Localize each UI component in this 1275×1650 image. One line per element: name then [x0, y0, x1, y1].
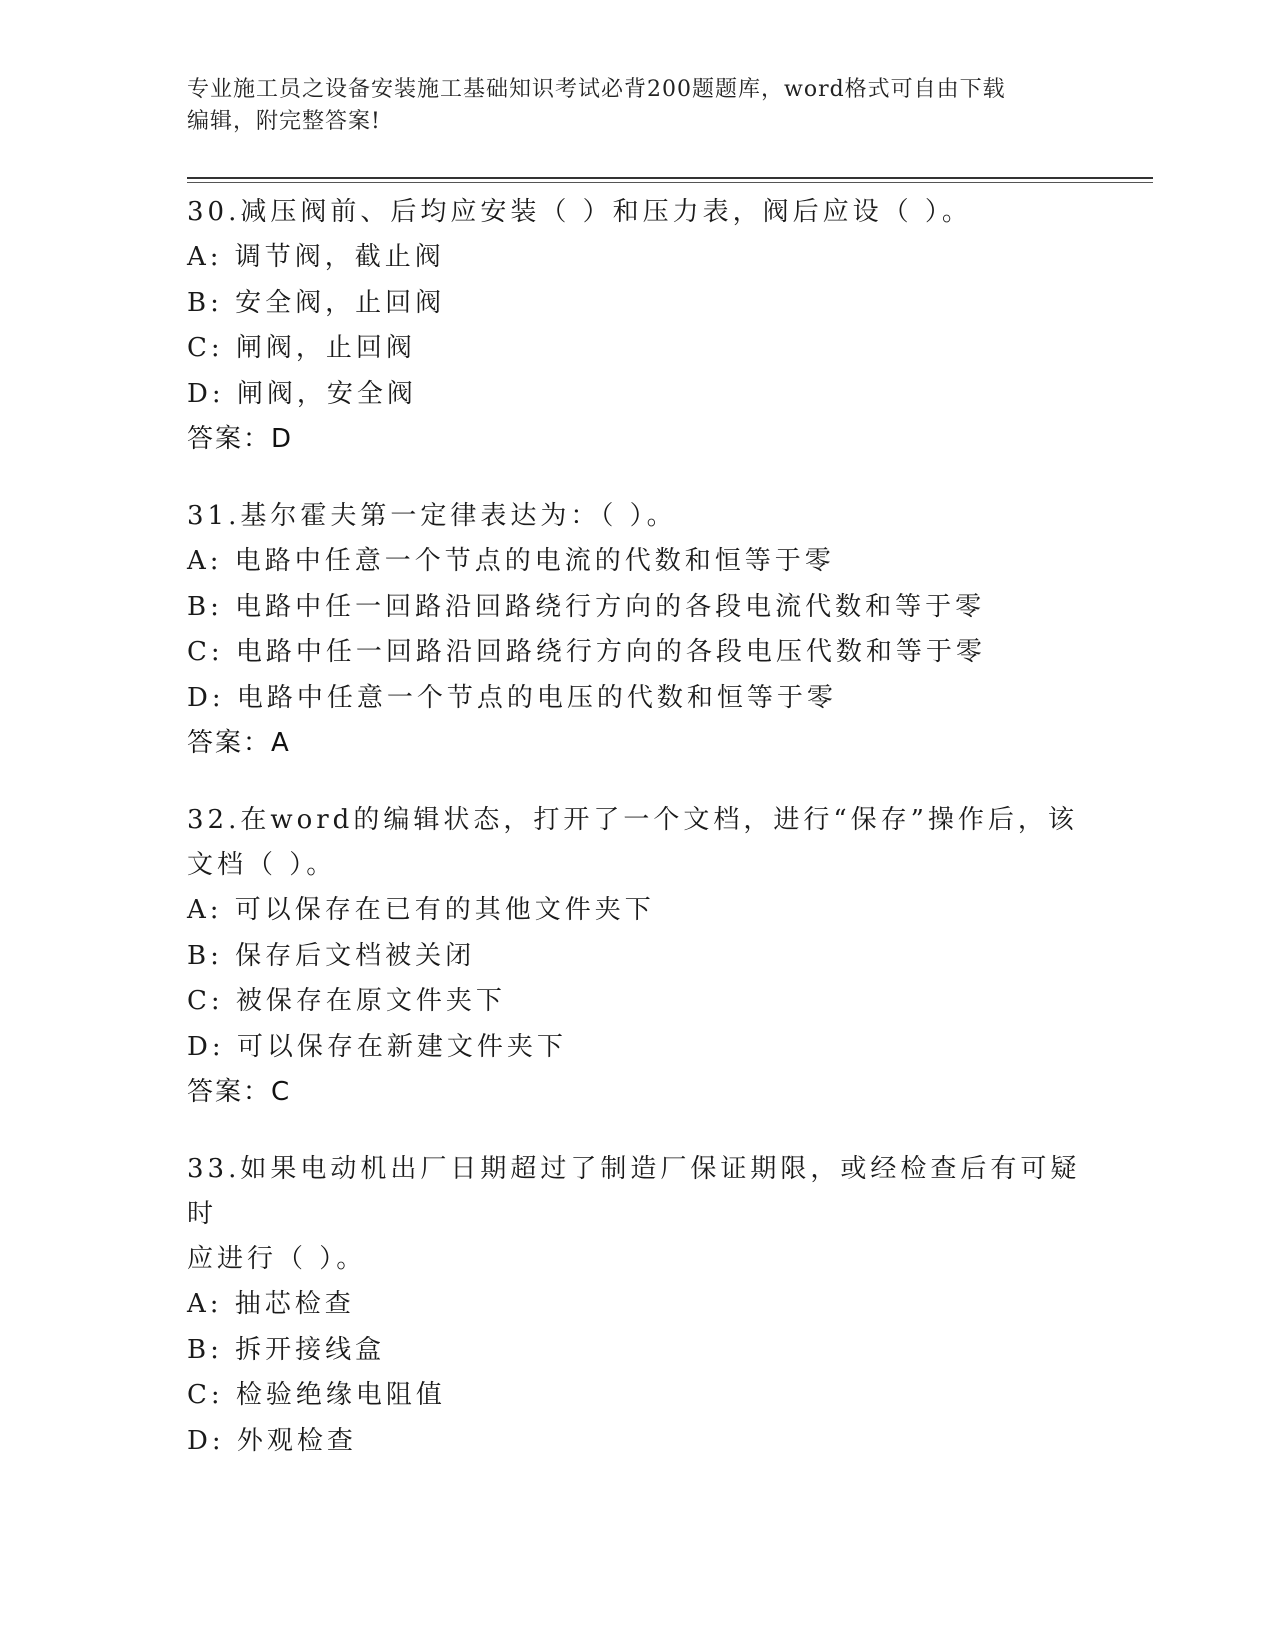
- question-33: [187, 1147, 1087, 1464]
- option-c: C: 被保存在原文件夹下: [187, 986, 506, 1016]
- option-a: A: 电路中任意一个节点的电流的代数和恒等于零: [187, 546, 835, 576]
- question-32: [187, 798, 1087, 1115]
- document-header: [187, 74, 1067, 138]
- answer: 答案：A: [187, 728, 291, 758]
- question-stem-continued: 应进行（ ）。: [187, 1244, 367, 1274]
- option-b: B: 保存后文档被关闭: [187, 940, 476, 971]
- answer: 答案：C: [187, 1077, 292, 1107]
- option-c: C: 闸阀，止回阀: [187, 333, 416, 363]
- option-a: A: 抽芯检查: [187, 1289, 355, 1319]
- answer: 答案：D: [187, 424, 294, 454]
- option-a: A: 调节阀，截止阀: [187, 242, 445, 272]
- option-b: B: 安全阀，止回阀: [187, 287, 446, 318]
- question-stem-continued: 文档（ ）。: [187, 850, 337, 880]
- option-a: A: 可以保存在已有的其他文件夹下: [187, 895, 655, 925]
- header-line-2: 编辑，附完整答案!: [187, 109, 381, 134]
- option-c: C: 电路中任一回路沿回路绕行方向的各段电压代数和等于零: [187, 637, 986, 667]
- option-b: B: 电路中任一回路沿回路绕行方向的各段电流代数和等于零: [187, 591, 986, 622]
- question-list: [187, 190, 1087, 1496]
- header-divider-thick: [187, 177, 1153, 179]
- option-c: C: 检验绝缘电阻值: [187, 1380, 446, 1410]
- option-d: D: 闸阀，安全阀: [187, 378, 417, 409]
- header-divider-thin: [187, 182, 1153, 183]
- option-b: B: 拆开接线盒: [187, 1334, 386, 1365]
- option-d: D: 外观检查: [187, 1425, 357, 1456]
- question-stem: 30.减压阀前、后均应安装（ ）和压力表，阀后应设（ ）。: [187, 197, 972, 227]
- question-stem: 31.基尔霍夫第一定律表达为：（ ）。: [187, 501, 677, 531]
- header-line-1: 专业施工员之设备安装施工基础知识考试必背200题题库，word格式可自由下载: [187, 77, 1006, 102]
- option-d: D: 可以保存在新建文件夹下: [187, 1031, 567, 1062]
- question-stem: 32.在word的编辑状态，打开了一个文档，进行“保存”操作后，该: [187, 805, 1078, 835]
- question-30: [187, 190, 1087, 462]
- question-stem: 33.如果电动机出厂日期超过了制造厂保证期限，或经检查后有可疑时: [187, 1154, 1081, 1229]
- question-31: [187, 494, 1087, 766]
- option-d: D: 电路中任意一个节点的电压的代数和恒等于零: [187, 682, 837, 713]
